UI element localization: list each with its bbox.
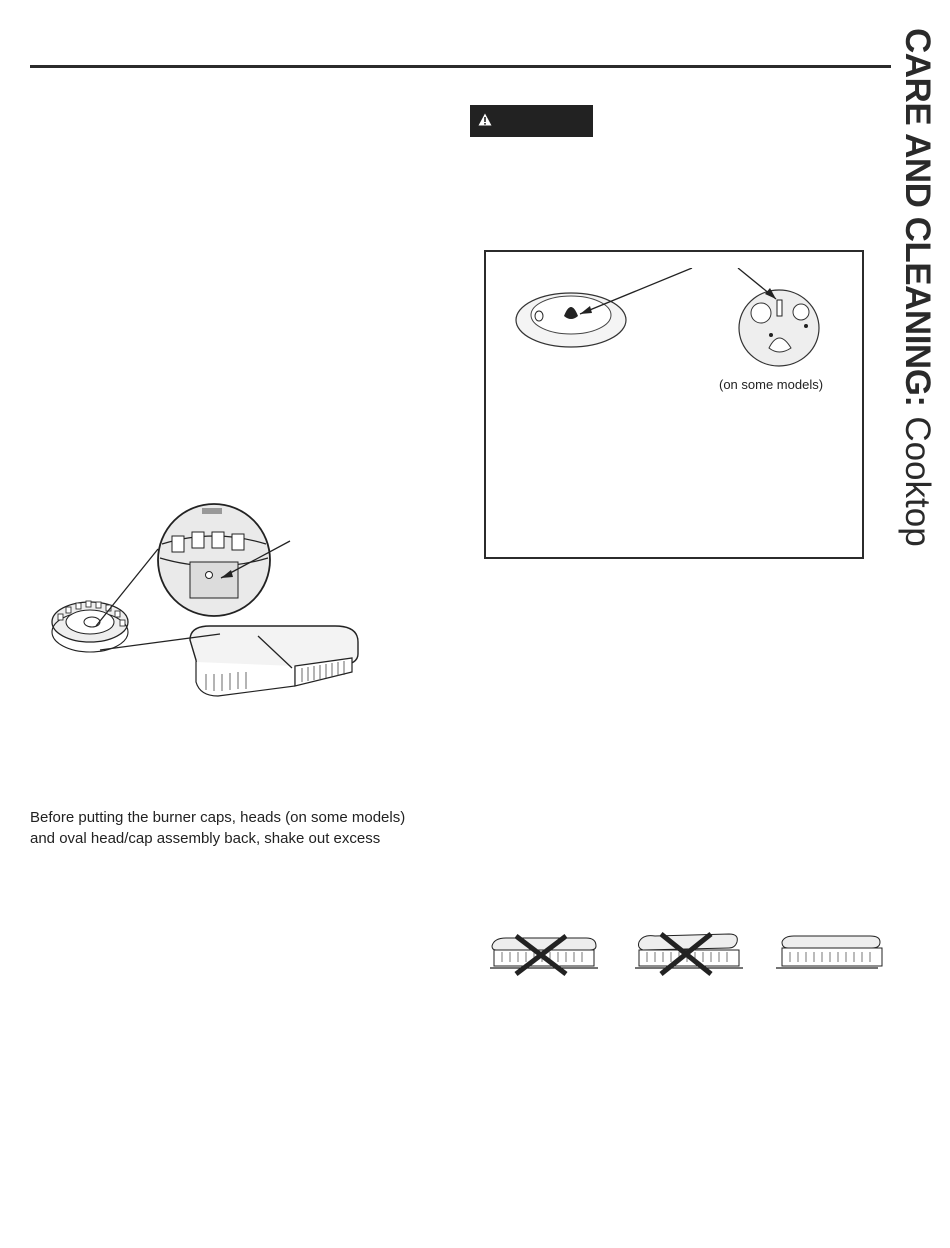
section-title-light: Cooktop [898,406,937,547]
burner-assembly-illustration [40,450,380,720]
warning-triangle-icon [478,113,492,126]
flat-burner-cap [516,293,626,347]
incorrect-cap-example-2 [635,934,743,974]
sealed-burner-base [739,290,819,366]
body-text [30,807,460,849]
burner-cap-illustration-box [484,250,864,559]
round-burner-head [52,601,128,652]
correct-cap-example [776,936,882,968]
section-title-bold: CARE AND CLEANING: [898,28,937,407]
section-title [893,28,949,568]
illustration-caption: (on some models) [719,377,824,392]
body-line: and oval head/cap assembly back, shake out excess [30,830,381,847]
cap-placement-examples [486,928,886,982]
body-line: Before putting the burner caps, heads (on some models) [30,809,406,826]
incorrect-cap-example-1 [490,936,598,974]
oval-burner-head [190,626,358,696]
top-rule [30,65,891,68]
burner-cap-diagram [506,268,846,378]
warning-badge [470,105,593,137]
